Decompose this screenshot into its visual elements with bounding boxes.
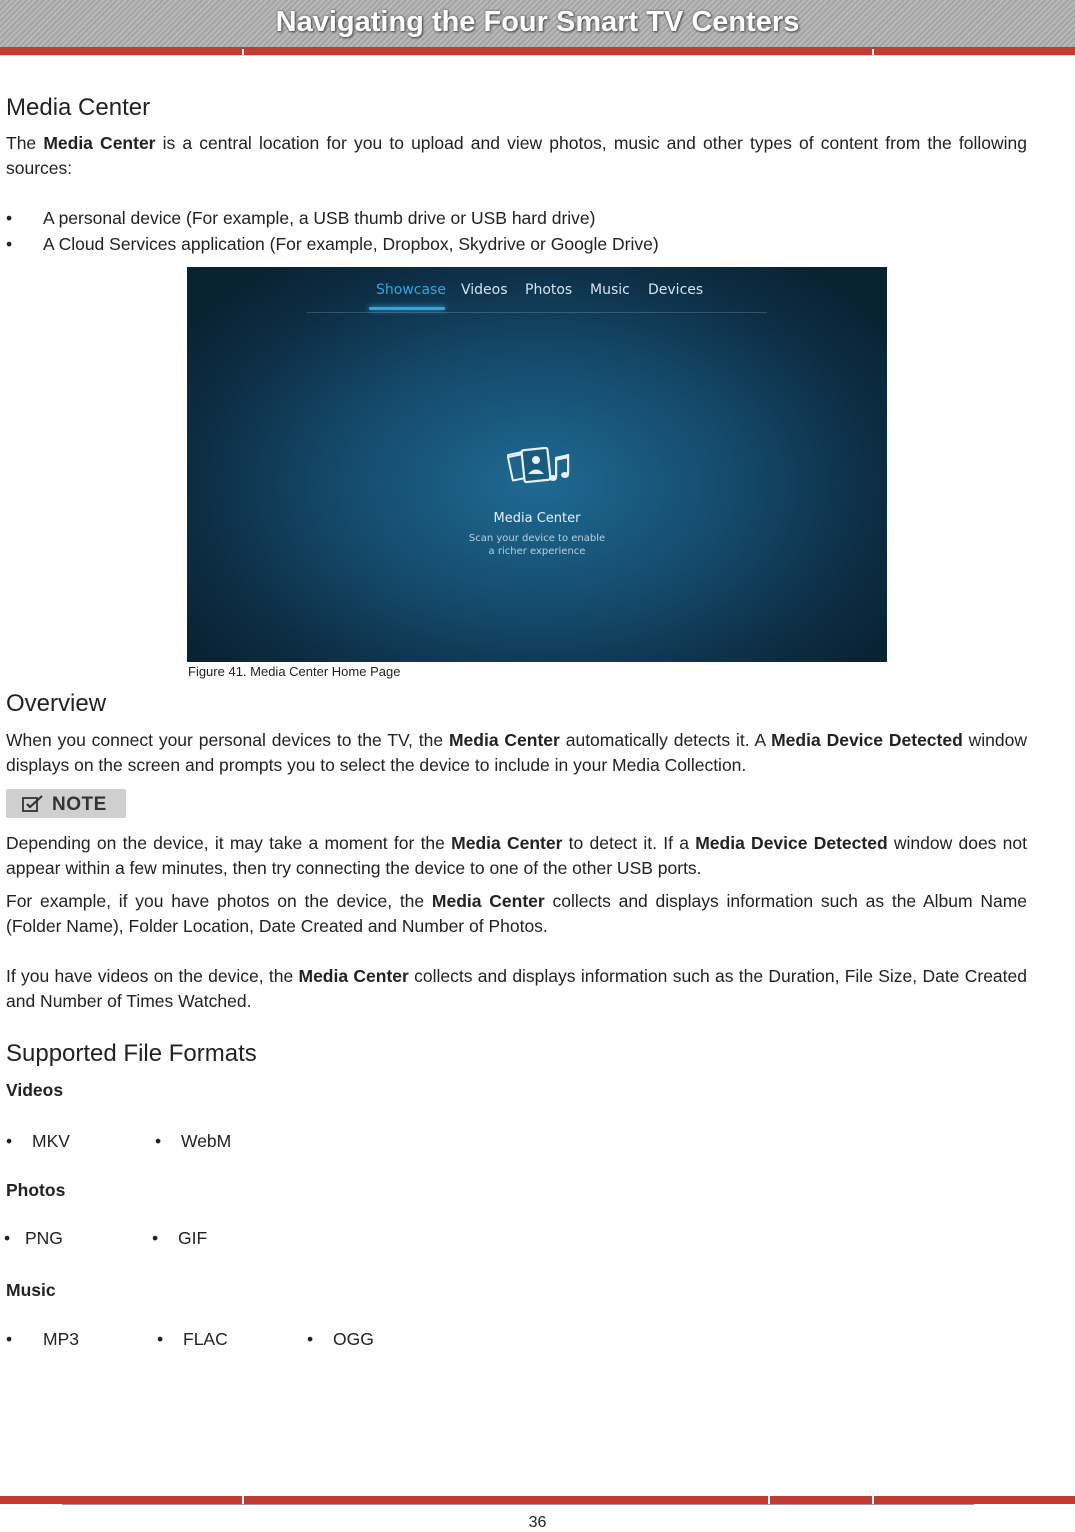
format-item: WebM [181, 1131, 232, 1151]
tab-music[interactable]: Music [590, 282, 630, 298]
figure-caption: Figure 41. Media Center Home Page [188, 664, 401, 679]
bullet-icon: • [307, 1329, 314, 1349]
page-number: 36 [528, 1514, 547, 1531]
media-center-intro: The Media Center is a central location for you to upload and view photos, music and other types of content from the following sources: [6, 133, 1027, 178]
figure-subtitle: a richer experience [488, 546, 586, 557]
bullet-icon: • [4, 1228, 11, 1248]
tab-photos[interactable]: Photos [525, 282, 573, 298]
figure-subtitle: Scan your device to enable [468, 533, 606, 544]
bullet-icon: • [155, 1131, 162, 1151]
format-item: GIF [178, 1228, 208, 1248]
bullet-icon: • [6, 1131, 13, 1151]
bullet-icon: • [6, 1329, 13, 1349]
page-title: Navigating the Four Smart TV Centers [275, 6, 800, 38]
footer-stripe [0, 1496, 1075, 1504]
tab-showcase[interactable]: Showcase [376, 282, 446, 298]
bullet-icon: • [152, 1228, 159, 1248]
footer-rule [62, 1504, 974, 1505]
note-paragraph: If you have videos on the device, the Media Center collects and displays information such as the Duration, File Size, Date Created and Number of Times Watched. [6, 966, 1027, 1011]
header-stripe [0, 47, 1075, 55]
overview-heading: Overview [6, 690, 107, 717]
tab-devices[interactable]: Devices [648, 282, 704, 298]
formats-heading: Supported File Formats [6, 1040, 257, 1067]
format-item: PNG [25, 1228, 63, 1248]
active-tab-indicator [369, 307, 445, 310]
note-badge [6, 789, 126, 818]
media-center-heading: Media Center [6, 94, 151, 121]
music-label: Music [6, 1280, 56, 1300]
format-item: OGG [333, 1329, 374, 1349]
format-item: MKV [32, 1131, 70, 1151]
edit-note-icon [22, 795, 44, 813]
format-item: MP3 [43, 1329, 79, 1349]
figure-media-center-title: Media Center [493, 511, 581, 526]
photos-label: Photos [6, 1180, 66, 1200]
format-item: FLAC [183, 1329, 228, 1349]
media-center-icon [507, 443, 573, 489]
overview-paragraph: When you connect your personal devices to the TV, the Media Center automatically detects it. A Media Device Detected window displays on the screen and prompts you to select the device to include in your Media Collection. [6, 730, 1028, 775]
note-label: NOTE [52, 794, 107, 815]
note-paragraph: Depending on the device, it may take a moment for the Media Center to detect it. If a Media Device Detected window does not appear within a few minutes, then try connecting the device to one of the other USB ports. [6, 833, 1028, 878]
videos-label: Videos [6, 1080, 64, 1100]
bullet-icon: • [157, 1329, 164, 1349]
header-rule [0, 55, 1075, 56]
figure-tab-bar [187, 282, 887, 304]
note-paragraph: For example, if you have photos on the device, the Media Center collects and displays information such as the Album Name (Folder Name), Folder Location, Date Created and Number of Photos. [6, 891, 1027, 936]
media-center-screenshot [187, 267, 887, 662]
tab-videos[interactable]: Videos [461, 282, 508, 298]
figure-divider [307, 312, 767, 313]
